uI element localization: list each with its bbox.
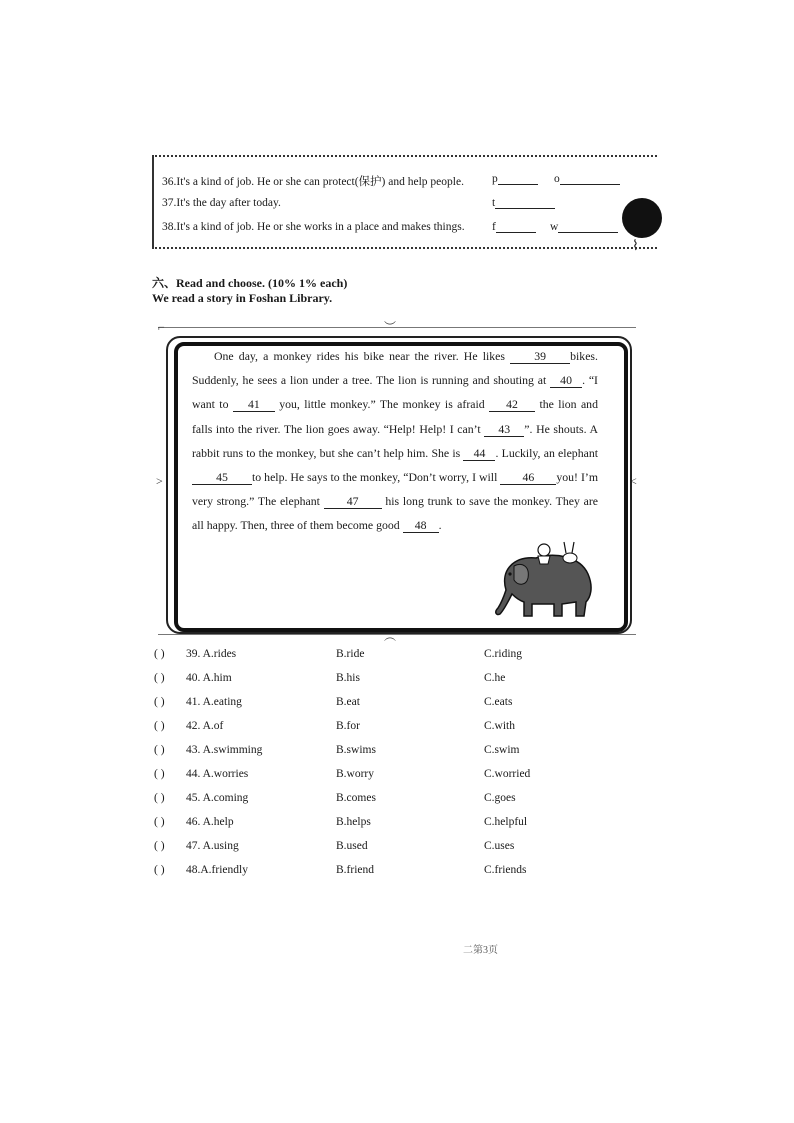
option-row-43 — [154, 741, 634, 761]
decorative-ball-icon — [622, 198, 662, 238]
gap-45[interactable]: 45 — [192, 470, 252, 485]
bottom-arc-icon: ︵ — [384, 629, 397, 643]
page-footer: 二第3页 — [463, 945, 498, 956]
option-b: B.used — [336, 840, 368, 852]
clue-row-38 — [162, 217, 657, 239]
option-c: C.goes — [484, 792, 516, 804]
option-a: 44. A.worries — [186, 768, 249, 780]
answer-paren[interactable]: ( ) — [154, 720, 165, 732]
answer-blank-36[interactable]: p — [492, 173, 538, 185]
answer-blank-38b[interactable]: w — [550, 221, 618, 233]
right-bracket-icon: < — [630, 474, 637, 488]
option-b: B.his — [336, 672, 360, 684]
option-c: C.friends — [484, 864, 527, 876]
gap-47[interactable]: 47 — [324, 494, 382, 509]
option-b: B.for — [336, 720, 360, 732]
option-b: B.eat — [336, 696, 360, 708]
clue-text-38: 38.It's a kind of job. He or she works in a place and makes things. — [162, 221, 465, 233]
option-row-44 — [154, 765, 634, 785]
section-title: 六、Read and choose. (10% 1% each) — [152, 276, 348, 290]
answer-paren[interactable]: ( ) — [154, 648, 165, 660]
option-a: 42. A.of — [186, 720, 224, 732]
answer-paren[interactable]: ( ) — [154, 864, 165, 876]
gap-39[interactable]: 39 — [510, 349, 570, 364]
option-row-45 — [154, 789, 634, 809]
clue-text-37: 37.It's the day after today. — [162, 197, 281, 209]
answer-paren[interactable]: ( ) — [154, 672, 165, 684]
option-row-39 — [154, 645, 634, 665]
answer-paren[interactable]: ( ) — [154, 816, 165, 828]
option-c: C.riding — [484, 648, 523, 660]
option-row-47 — [154, 837, 634, 857]
answer-paren[interactable]: ( ) — [154, 744, 165, 756]
gap-44[interactable]: 44 — [463, 446, 495, 461]
frame-divider-top — [158, 327, 636, 328]
tassel-icon: ⌇ — [632, 239, 639, 254]
option-c: C.worried — [484, 768, 531, 780]
option-b: B.comes — [336, 792, 376, 804]
option-a: 43. A.swimming — [186, 744, 263, 756]
corner-tick-icon: ⌐ — [158, 320, 165, 334]
option-c: C.swim — [484, 744, 520, 756]
option-row-42 — [154, 717, 634, 737]
gap-46[interactable]: 46 — [500, 470, 556, 485]
elephant-illustration — [492, 536, 600, 620]
top-arc-icon: ︶ — [384, 320, 397, 334]
answer-paren[interactable]: ( ) — [154, 792, 165, 804]
gap-43[interactable]: 43 — [484, 422, 524, 437]
story-text: One day, a monkey rides his bike near the river. He likes 39 bikes. Suddenly, he sees a lion under a tree. The lion is running and shouting at 40 . “I want to 41 you, little monkey.” The monkey is afraid 42 the lion and falls into the river. The lion goes away. “Help! Help! I can’t 43 ”. He shouts. A rabbit runs to the monkey, but she can’t help him. She is 44 . Luckily, an elephant 45 to help. He says to the monkey, “Don’t worry, I will 46 you! I’m very strong.” The elephant 47 his long trunk to save the monkey. They are all happy. Then, three of them become good 48 . — [192, 349, 599, 533]
option-c: C.helpful — [484, 816, 528, 828]
option-a: 46. A.help — [186, 816, 234, 828]
option-b: B.worry — [336, 768, 375, 780]
gap-42[interactable]: 42 — [489, 397, 535, 412]
frame-divider-bottom — [158, 634, 636, 635]
clue-row-36 — [162, 169, 657, 191]
option-b: B.friend — [336, 864, 375, 876]
option-row-46 — [154, 813, 634, 833]
option-c: C.uses — [484, 840, 515, 852]
answer-blank-37[interactable]: t — [492, 197, 555, 209]
clue-row-37 — [162, 193, 657, 215]
section-subtitle: We read a story in Foshan Library. — [152, 291, 333, 305]
word-clue-box — [152, 155, 657, 249]
option-c: C.he — [484, 672, 506, 684]
answer-paren[interactable]: ( ) — [154, 768, 165, 780]
clue-text-36: 36.It's a kind of job. He or she can protect(保护) and help people. — [162, 176, 464, 188]
option-c: C.eats — [484, 696, 513, 708]
gap-40[interactable]: 40 — [550, 373, 582, 388]
left-bracket-icon: > — [156, 474, 163, 488]
option-c: C.with — [484, 720, 515, 732]
option-a: 47. A.using — [186, 840, 239, 852]
option-b: B.swims — [336, 744, 376, 756]
option-row-40 — [154, 669, 634, 689]
option-a: 45. A.coming — [186, 792, 249, 804]
gap-41[interactable]: 41 — [233, 397, 275, 412]
gap-48[interactable]: 48 — [403, 518, 439, 533]
answer-paren[interactable]: ( ) — [154, 696, 165, 708]
option-b: B.ride — [336, 648, 365, 660]
option-a: 48.A.friendly — [186, 864, 248, 876]
option-a: 40. A.him — [186, 672, 232, 684]
option-b: B.helps — [336, 816, 371, 828]
option-row-48 — [154, 861, 634, 881]
answer-blank-36b[interactable]: o — [554, 173, 620, 185]
option-a: 39. A.rides — [186, 648, 237, 660]
option-row-41 — [154, 693, 634, 713]
option-a: 41. A.eating — [186, 696, 242, 708]
answer-blank-38[interactable]: f — [492, 221, 536, 233]
answer-paren[interactable]: ( ) — [154, 840, 165, 852]
